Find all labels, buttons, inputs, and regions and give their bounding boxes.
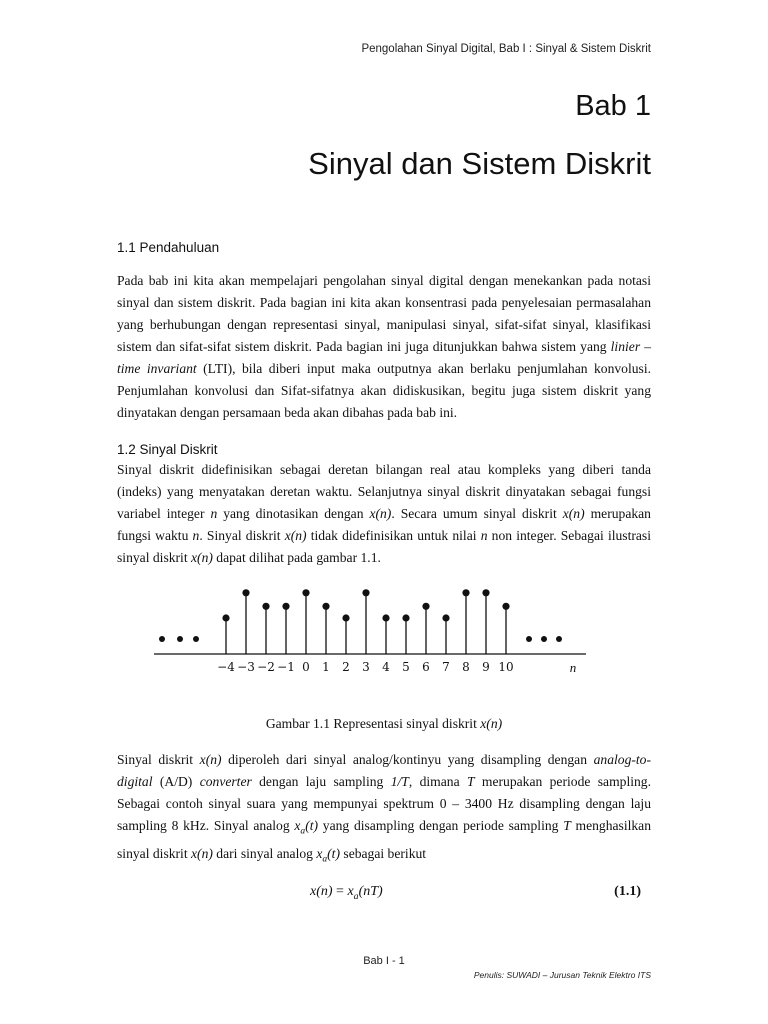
- math-xn: x(n): [284, 528, 307, 543]
- tick-label: 10: [498, 660, 514, 674]
- sample-dot: [222, 614, 229, 621]
- math-xn: x(n): [562, 506, 585, 521]
- text-run: dari sinyal analog: [212, 845, 317, 861]
- tick-label: 0: [302, 660, 310, 674]
- text-run: menghasilkan sinyal diskrit: [117, 818, 651, 861]
- chapter-number: Bab 1: [575, 90, 651, 122]
- paragraph-sinyal-diskrit: [117, 459, 651, 569]
- section-heading-sinyal-diskrit: 1.2 Sinyal Diskrit: [117, 442, 218, 457]
- footer-author: Penulis: SUWADI – Jurusan Teknik Elektro ITS: [473, 970, 651, 980]
- tick-label: 1: [322, 660, 330, 674]
- sample-dot: [382, 614, 389, 621]
- sample-dot: [262, 603, 269, 610]
- ellipsis-right: [526, 636, 562, 642]
- sample-dot: [482, 589, 489, 596]
- signal-sample: [277, 603, 295, 674]
- math-n: n: [480, 528, 488, 543]
- signal-sample: [402, 614, 410, 674]
- text-run: , dimana: [408, 774, 467, 789]
- sample-dot: [302, 589, 309, 596]
- text-run: (A/D): [152, 774, 200, 789]
- signal-sample: [237, 589, 255, 674]
- equation-number: (1.1): [614, 884, 641, 899]
- sample-dot: [342, 614, 349, 621]
- text-run: . Secara umum sinyal diskrit: [391, 506, 563, 521]
- sample-dot: [242, 589, 249, 596]
- tick-label: −2: [257, 660, 275, 674]
- sample-dot: [422, 603, 429, 610]
- math-n: n: [210, 506, 218, 521]
- paragraph-pendahuluan: [117, 270, 651, 424]
- text-run: yang dinotasikan dengan: [217, 506, 370, 521]
- signal-sample: [462, 589, 470, 674]
- text-run: yang disampling dengan periode sampling: [318, 818, 564, 833]
- text-run: . Sinyal diskrit: [199, 528, 285, 543]
- math-xat: $x_a(t)$: [294, 818, 319, 837]
- sample-dot: [282, 603, 289, 610]
- math-xat: $x_a(t)$: [316, 845, 340, 865]
- signal-sample: [217, 614, 235, 674]
- sample-dot: [462, 589, 469, 596]
- signal-sample: [442, 614, 450, 674]
- equation-equals: =: [332, 884, 348, 899]
- sample-dot: [322, 603, 329, 610]
- equation-rhs: $x_a(nT)$: [347, 884, 383, 902]
- text-run: tidak didefinisikan untuk nilai: [306, 528, 481, 543]
- text-run: Sinyal diskrit: [117, 752, 200, 767]
- figure-discrete-signal: [150, 588, 590, 683]
- tick-label: −1: [277, 660, 295, 674]
- adc-term: analog-to-digital: [117, 752, 651, 789]
- sample-dot: [362, 589, 369, 596]
- text-run: Sinyal diskrit didefinisikan sebagai deretan bilangan real atau kompleks yang diberi tanda (indeks) yang menyatakan deretan waktu. Selanjutnya sinyal diskrit dinyatakan sebagai fungsi variabel integer: [117, 462, 651, 521]
- signal-sample: [498, 603, 513, 674]
- text-run: dapat dilihat pada gambar 1.1.: [212, 550, 381, 565]
- text-run: , bila diberi input maka outputnya akan berlaku penjumlahan konvolusi. Penjumlahan konvolusi dan Sifat-sifatnya akan didiskusikan, begitu juga sistem diskrit yang dinyatakan dengan persamaan beda akan dibahas pada bab ini.: [117, 361, 652, 420]
- sample-dot: [402, 614, 409, 621]
- chapter-title: Sinyal dan Sistem Diskrit: [308, 146, 651, 181]
- converter-term: converter: [199, 774, 252, 789]
- signal-sample: [482, 589, 490, 674]
- lti-abbr: (LTI): [203, 361, 233, 376]
- axis-variable-label: n: [569, 660, 577, 675]
- text-run: Pada bab ini kita akan mempelajari pengolahan sinyal digital dengan menekankan pada notasi sinyal dan sistem diskrit. Pada bagian ini kita akan konsentrasi pada penyelesaian permasalahan yang berhubungan dengan representasi sinyal, manipulasi sinyal, sifat-sifat sinyal, klasifikasi sistem dan sifat-sifat sistem diskrit. Pada bagian ini juga ditunjukkan bahwa sistem yang: [117, 273, 651, 354]
- text-run: diperoleh dari sinyal analog/kontinyu yang disampling dengan: [221, 752, 594, 767]
- tick-label: 4: [382, 660, 390, 674]
- equation-lhs: x(n): [310, 884, 333, 899]
- sample-dot: [502, 603, 509, 610]
- math-T: T: [563, 818, 571, 833]
- tick-label: 6: [422, 660, 430, 674]
- signal-sample: [322, 603, 330, 674]
- math-T: T: [466, 774, 475, 789]
- figure-caption: [0, 716, 768, 732]
- equation: [310, 884, 383, 902]
- math-xn: x(n): [191, 550, 213, 565]
- stem-plot: [150, 588, 590, 683]
- text-run: non integer. Sebagai ilustrasi sinyal diskrit: [117, 528, 651, 565]
- section-heading-pendahuluan: 1.1 Pendahuluan: [117, 240, 220, 255]
- signal-sample: [422, 603, 430, 674]
- sample-dot: [442, 614, 449, 621]
- signal-sample: [382, 614, 390, 674]
- text-run: merupakan periode sampling. Sebagai contoh sinyal suara yang mempunyai spektrum 0 – 3400 Hz disampling dengan laju sampling 8 kHz. Sinyal analog: [117, 774, 651, 833]
- tick-label: 8: [462, 660, 470, 674]
- text-run: merupakan fungsi waktu: [117, 506, 651, 543]
- tick-label: −3: [237, 660, 255, 674]
- text-run: sebagai berikut: [340, 845, 427, 861]
- text-run: dengan laju sampling: [251, 774, 391, 789]
- signal-sample: [342, 614, 350, 674]
- tick-label: 2: [342, 660, 350, 674]
- math-rate: 1/T: [390, 774, 409, 789]
- ellipsis-left: [159, 636, 199, 642]
- tick-label: 5: [402, 660, 410, 674]
- math-xn: x(n): [191, 845, 213, 861]
- signal-sample: [362, 589, 370, 674]
- tick-label: −4: [217, 660, 235, 674]
- paragraph-sampling: [117, 749, 651, 870]
- tick-label: 7: [442, 660, 450, 674]
- tick-label: 9: [482, 660, 490, 674]
- running-header: Pengolahan Sinyal Digital, Bab I : Sinyal & Sistem Diskrit: [361, 43, 651, 55]
- tick-label: 3: [362, 660, 370, 674]
- caption-text: Gambar 1.1 Representasi sinyal diskrit: [265, 716, 481, 731]
- lti-term: linier – time invariant: [117, 339, 651, 376]
- page-number: Bab I - 1: [363, 955, 405, 967]
- signal-sample: [302, 589, 310, 674]
- math-xn: x(n): [369, 506, 392, 521]
- math-n: n: [192, 528, 200, 543]
- signal-sample: [257, 603, 275, 674]
- caption-var: x(n): [480, 716, 503, 731]
- math-xn: x(n): [199, 752, 222, 767]
